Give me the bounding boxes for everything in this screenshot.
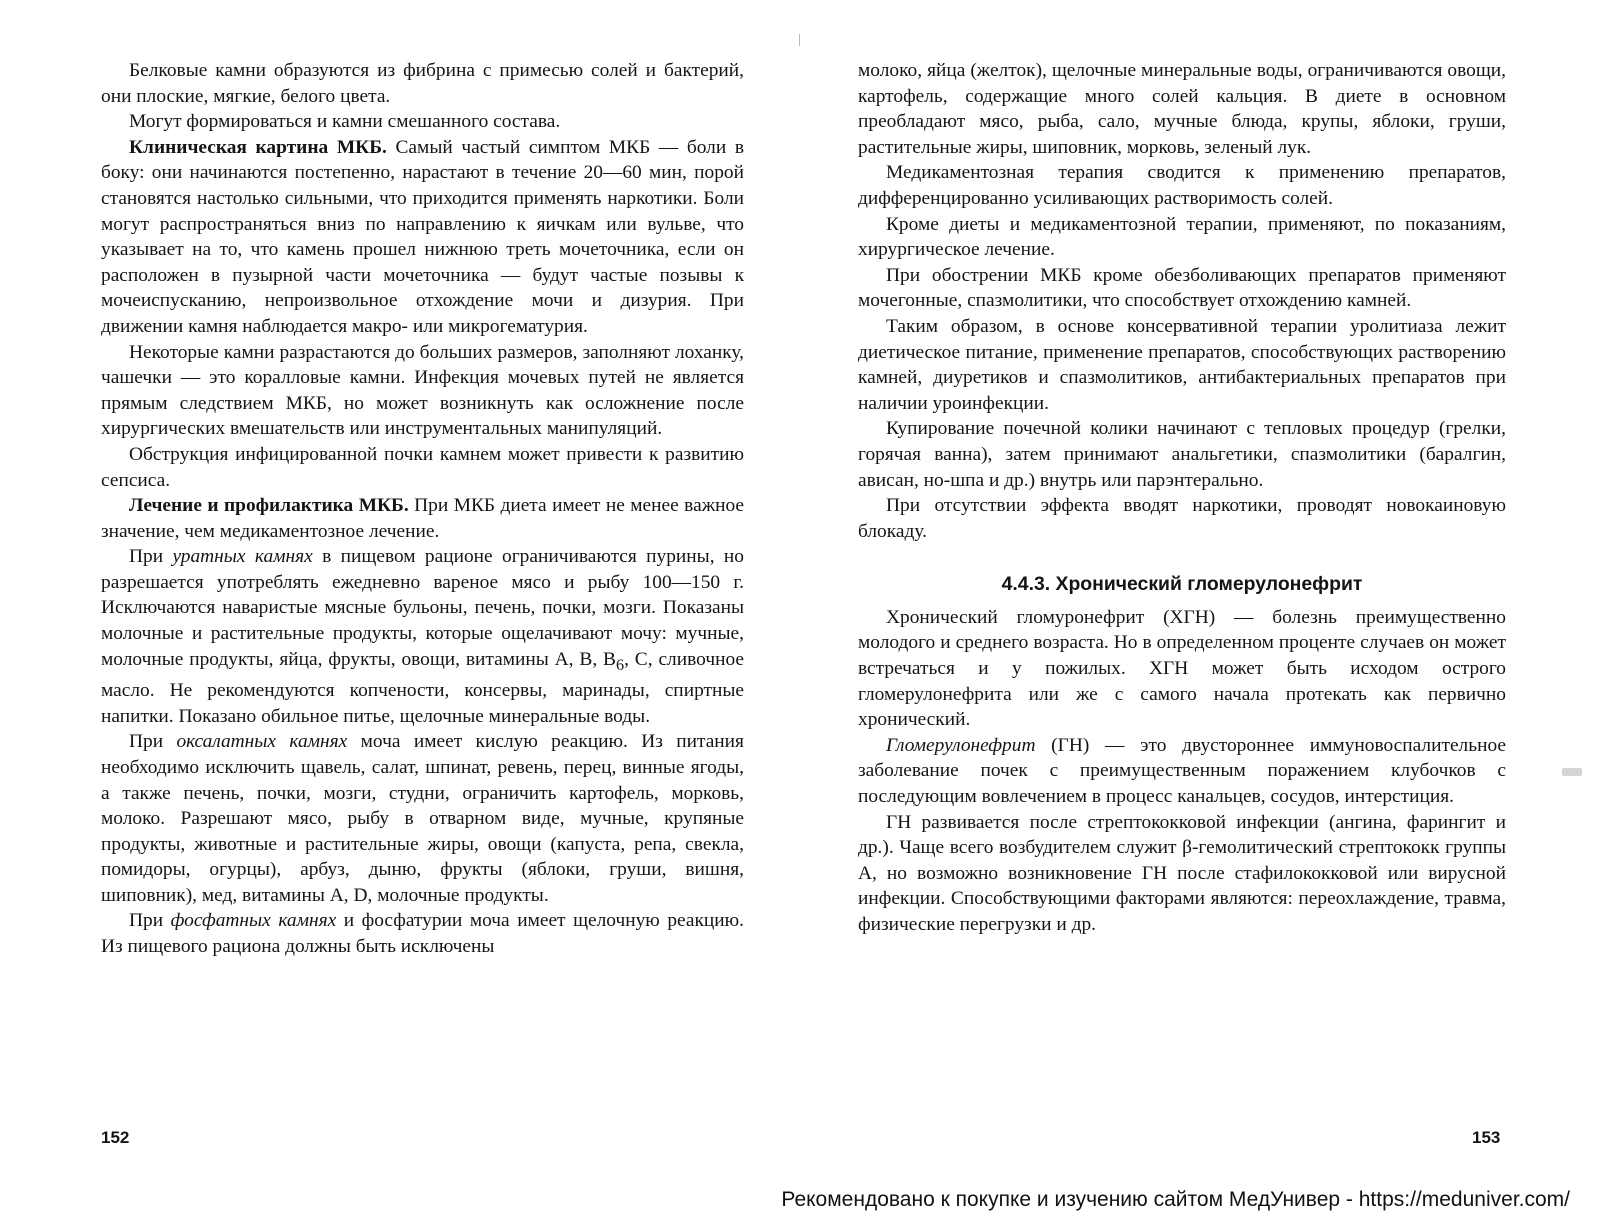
paragraph: Лечение и профилактика МКБ. При МКБ диета имеет не менее важное значение, чем медикаментозное лечение.: [101, 495, 745, 542]
footer-watermark: Рекомендовано к покупке и изучению сайтом МедУнивер - https://meduniver.com/: [781, 1188, 1570, 1211]
run-in-heading: Клиническая картина МКБ.: [129, 136, 387, 158]
paragraph: Клиническая картина МКБ. Самый частый симптом МКБ — боли в боку: они начинаются постепенно, нарастают в течение 20—60 мин, порой становятся настолько сильными, что приходится применять наркотики. Боли могут распространяться вниз по направлению к яичкам или вульве, что указывает на то, что камень прошел нижнюю треть мочеточника, если он расположен в пузырной части мочеточника — будут частые позывы к мочеиспусканию, непроизвольное отхождение мочи и дизурия. При движении камня наблюдается макро- или микрогематурия.: [101, 136, 744, 337]
paragraph: молоко, яйца (желток), щелочные минеральные воды, ограничиваются овощи, картофель, содержащие много солей кальция. В диете в основном преобладают мясо, рыба, сало, мучные блюда, крупы, яблоки, груши, растительные жиры, шиповник, морковь, зеленый лук.: [858, 60, 1506, 158]
paragraph: Некоторые камни разрастаются до больших размеров, заполняют лоханку, чашечки — это коралловые камни. Инфекция мочевых путей не является прямым следствием МКБ, но может возникнуть как осложнение после хирургических вмешательств или инструментальных манипуляций.: [101, 341, 744, 440]
scan-edge-mark: [1562, 768, 1582, 776]
paragraph: Таким образом, в основе консервативной терапии уролитиаза лежит диетическое питание, применение препаратов, способствующих растворению камней, диуретиков и спазмолитиков, антибактериальных препаратов при наличии уроинфекции.: [858, 315, 1506, 414]
subscript: 6: [616, 656, 625, 674]
emphasis: фосфатных камнях: [170, 910, 337, 932]
paragraph: Могут формироваться и камни смешанного состава.: [129, 111, 561, 133]
paragraph: При уратных камнях в пищевом рационе ограничиваются пурины, но разрешается употреблять ежедневно вареное мясо и рыбу 100—150 г. Исключаются наваристые мясные бульоны, печень, почки, мозги. Показаны молочные и растительные продукты, которые ощелачивают мочу: мучные, молочные продукты, яйца, фрукты, овощи, витамины А, В, $В_6$, С, сливочное масло. Не рекомендуются копчености, консервы, маринады, спиртные напитки. Показано обильное питье, щелочные минеральные воды.: [101, 546, 744, 727]
run-in-heading: Лечение и профилактика МКБ.: [129, 495, 409, 517]
paragraph: Белковые камни образуются из фибрина с примесью солей и бактерий, они плоские, мягкие, белого цвета.: [101, 60, 744, 107]
section-heading: 4.4.3. Хронический гломерулонефрит: [1001, 573, 1363, 596]
emphasis: оксалатных камнях: [176, 731, 348, 753]
right-page: [858, 58, 1506, 938]
page-number-right: 153: [1472, 1128, 1501, 1147]
paragraph: При оксалатных камнях моча имеет кислую реакцию. Из питания необходимо исключить щавель, салат, шпинат, ревень, перец, винные ягоды, а также печень, почки, мозги, студни, ограничить картофель, морковь, молоко. Разрешают мясо, рыбу в отварном виде, мучные, крупяные продукты, животные и растительные жиры, овощи (капуста, репа, свекла, помидоры, огурцы), арбуз, дыню, фрукты (яблоки, груши, вишня, шиповник), мед, витамины А, D, молочные продукты.: [101, 731, 744, 906]
gutter-mark: [799, 34, 800, 46]
paragraph: Купирование почечной колики начинают с тепловых процедур (грелки, горячая ванна), затем принимают анальгетики, спазмолитики (баралгин, ависан, но-шпа и др.) внутрь или парэнтерально.: [858, 418, 1506, 491]
paragraph: Гломерулонефрит (ГН) — это двустороннее иммуновоспалительное заболевание почек с преимущественным поражением клубочков с последующим вовлечением в процесс канальцев, сосудов, интерстиция.: [858, 734, 1506, 808]
left-page: [101, 58, 744, 960]
paragraph: При отсутствии эффекта вводят наркотики, проводят новокаиновую блокаду.: [858, 495, 1506, 542]
emphasis: Гломерулонефрит: [886, 734, 1036, 756]
paragraph: Медикаментозная терапия сводится к применению препаратов, дифференцированно усиливающих растворимость солей.: [858, 162, 1506, 209]
paragraph: При обострении МКБ кроме обезболивающих препаратов применяют мочегонные, спазмолитики, что способствует отхождению камней.: [858, 264, 1506, 312]
paragraph: При фосфатных камнях и фосфатурии моча имеет щелочную реакцию. Из пищевого рациона должны быть исключены: [101, 910, 744, 958]
page-number-left: 152: [101, 1128, 130, 1147]
paragraph: Кроме диеты и медикаментозной терапии, применяют, по показаниям, хирургическое лечение.: [858, 213, 1506, 261]
emphasis: уратных камнях: [172, 546, 313, 568]
paragraph: Обструкция инфицированной почки камнем может привести к развитию сепсиса.: [101, 443, 744, 491]
paragraph: Хронический гломуронефрит (ХГН) — болезнь преимущественно молодого и среднего возраста. Но в определенном проценте случаев он может встречаться и у пожилых. ХГН может быть исходом острого гломерулонефрита или же с самого начала протекать как первично хронический.: [858, 606, 1506, 731]
paragraph: ГН развивается после стрептококковой инфекции (ангина, фарингит и др.). Чаще всего возбудителем служит β-гемолитический стрептококк группы А, но возможно возникновение ГН после стафилококковой или вирусной инфекции. Способствующими факторами являются: переохлаждение, травма, физические перегрузки и др.: [858, 811, 1506, 935]
